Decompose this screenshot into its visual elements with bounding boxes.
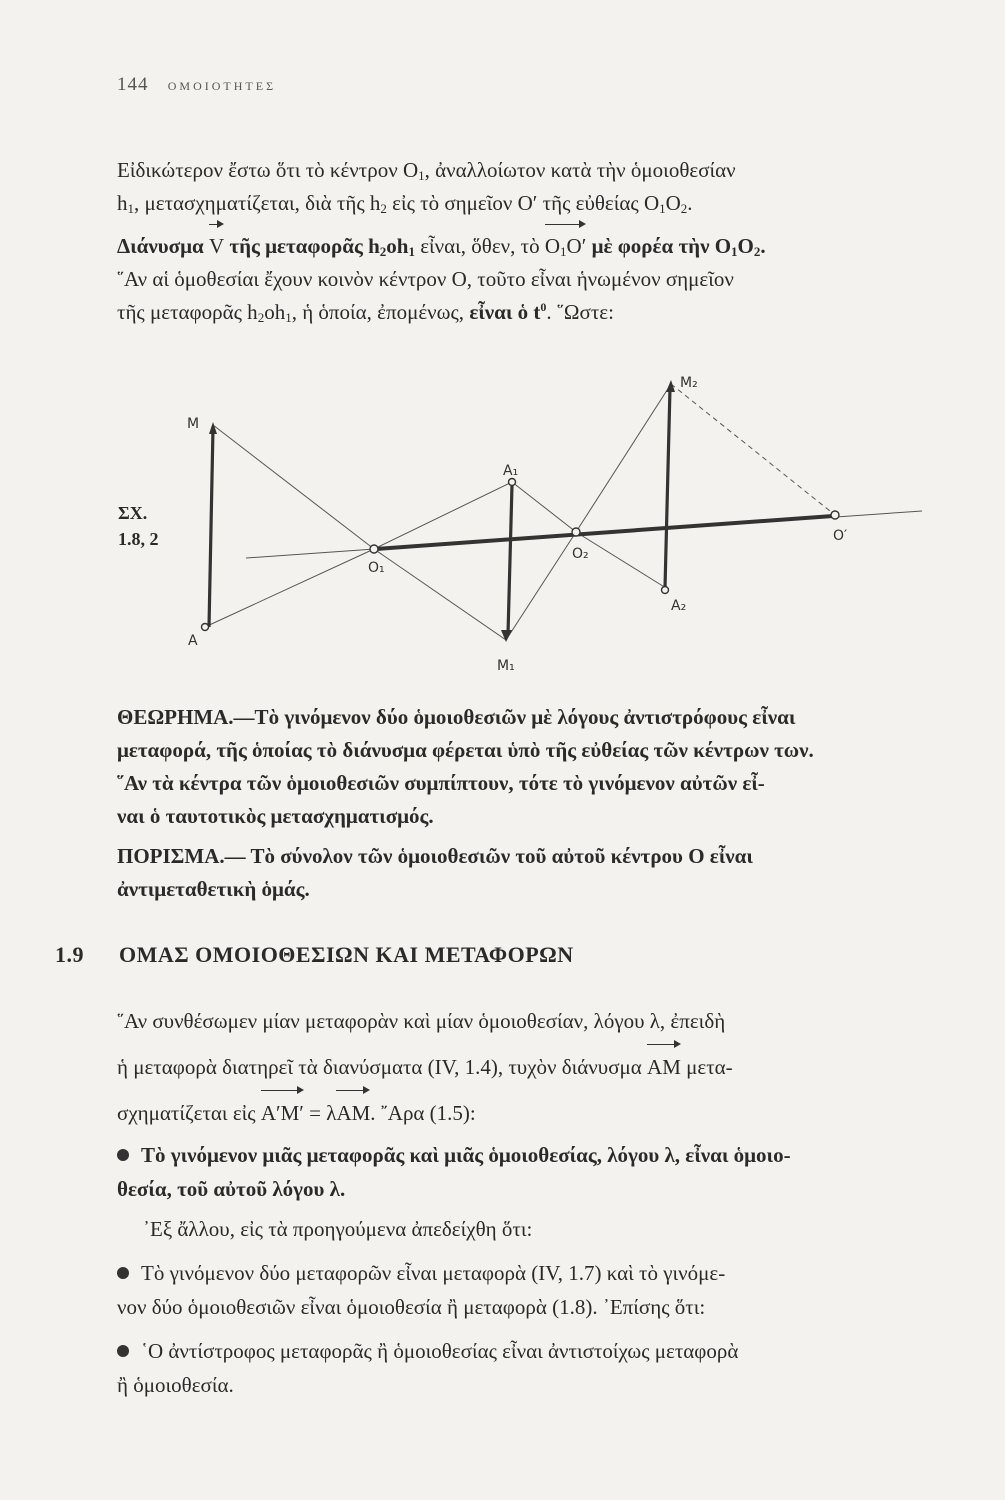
intro-line-4: ῞Αν αἱ ὁμοθεσίαι ἔχουν κοινὸν κέντρον O, τοῦτο εἶναι ἡνωμένον σημεῖον — [117, 267, 734, 291]
bullet-2: Τὸ γινόμενον δύο μεταφορῶν εἶναι μεταφορὰ (IV, 1.7) καὶ τὸ γινόμε- — [117, 1256, 930, 1290]
point-o1 — [370, 545, 378, 553]
segment-a2m2 — [665, 388, 670, 588]
bullet-1-cont: θεσία, τοῦ αὐτοῦ λόγου λ. — [117, 1177, 346, 1201]
body-line-p2: ᾿Εξ ἄλλου, εἰς τὰ προηγούμενα ἀπεδείχθη ὅτι: — [143, 1217, 533, 1241]
point-a2 — [662, 587, 669, 594]
translation-vector — [376, 516, 833, 549]
construction-o2-m2 — [576, 384, 671, 532]
construction-m1-o2 — [506, 532, 576, 640]
body-line-3: σχηματίζεται εἰς A′M′ = λAM. ῎Αρα (1.5): — [117, 1096, 930, 1130]
section-heading — [55, 942, 574, 968]
section-number: 1.9 — [55, 942, 84, 967]
bullet-3: ῾Ο ἀντίστροφος μεταφορᾶς ἢ ὁμοιοθεσίας εἶναι ἀντιστοίχως μεταφορὰ — [117, 1334, 930, 1368]
arrow-m — [209, 422, 217, 434]
label-oprime: O′ — [833, 528, 848, 544]
intro-line-2: $h_1$, μετασχηματίζεται, διὰ τῆς $h_2$ εἰς τὸ σημεῖον O′ τῆς εὐθείας $O_1O_2$. — [117, 191, 693, 216]
theorem-line-4: ναι ὁ ταυτοτικὸς μετασχηματισμός. — [117, 804, 434, 828]
section-title: ΟΜΑΣ ΟΜΟΙΟΘΕΣΙΩΝ ΚΑΙ ΜΕΤΑΦΟΡΩΝ — [119, 942, 574, 967]
vector-o1o: $O_1O'$ — [545, 230, 586, 263]
body-line-2: ἡ μεταφορὰ διατηρεῖ τὰ διανύσματα (IV, 1.4), τυχὸν διάνυσμα AM μετα- — [117, 1050, 930, 1084]
bullet-1: Τὸ γινόμενον μιᾶς μεταφορᾶς καὶ μιᾶς ὁμοιοθεσίας, λόγου λ, εἶναι ὁμοιο- — [117, 1138, 930, 1172]
construction-m2-oprime — [671, 384, 835, 515]
label-a2: A₂ — [671, 598, 687, 614]
point-a1 — [509, 479, 516, 486]
vector-v: V — [209, 230, 224, 263]
page-number: 144 — [117, 74, 149, 95]
segment-am — [209, 428, 213, 627]
label-o2: O₂ — [572, 546, 589, 562]
bullet-3-cont: ἢ ὁμοιοθεσία. — [117, 1373, 234, 1397]
running-title: ΟΜΟΙΟΤΗΤΕΣ — [167, 79, 277, 93]
theorem — [117, 701, 933, 833]
vector-am: AM — [647, 1050, 681, 1084]
theorem-line-3: ῞Αν τὰ κέντρα τῶν ὁμοιοθεσιῶν συμπίπτουν, τότε τὸ γινόμενον αὐτῶν εἶ- — [117, 771, 765, 795]
bullet-dot-1 — [117, 1149, 129, 1161]
label-m2: M₂ — [680, 375, 698, 391]
construction-o2-a2 — [576, 532, 666, 588]
theorem-line-2: μεταφορά, τῆς ὁποίας τὸ διάνυσμα φέρεται ὑπὸ τῆς εὐθείας τῶν κέντρων των. — [117, 738, 814, 762]
construction-o1-m1 — [374, 549, 506, 640]
theorem-line-1: ΘΕΩΡΗΜΑ.—Τὸ γινόμενον δύο ὁμοιοθεσιῶν μὲ λόγους ἀντιστρόφους εἶναι — [117, 705, 796, 729]
body-line-1: ῞Αν συνθέσωμεν μίαν μεταφορὰν καὶ μίαν ὁμοιοθεσίαν, λόγου λ, ἐπειδὴ — [117, 1009, 726, 1033]
figure-label: ΣΧ. 1.8, 2 — [118, 503, 159, 549]
corollary-line-1: ΠΟΡΙΣΜΑ.— Τὸ σύνολον τῶν ὁμοιοθεσιῶν τοῦ αὐτοῦ κέντρου O εἶναι — [117, 844, 753, 868]
intro-line-3: Διάνυσμα V τῆς μεταφορᾶς $h_2oh_1$ εἶναι, ὅθεν, τὸ $O_1O'$ μὲ φορέα τὴν $O_1O_2$. — [117, 230, 930, 263]
segment-a1m1 — [508, 485, 512, 634]
construction-m-o1 — [213, 425, 374, 549]
point-a — [202, 624, 209, 631]
arrow-m1 — [501, 630, 512, 642]
corollary — [117, 840, 933, 906]
label-o1: O₁ — [368, 560, 385, 576]
section-body — [117, 1004, 930, 1402]
point-o2 — [572, 528, 580, 536]
vector-a-prime-m-prime: A′M′ — [261, 1096, 304, 1130]
label-a1: A₁ — [503, 463, 519, 479]
bullet-dot-2 — [117, 1267, 129, 1279]
label-m1: M₁ — [497, 658, 515, 674]
label-a: A — [188, 633, 198, 649]
intro-line-5: τῆς μεταφορᾶς $h_2oh_1$, ἡ ὁποία, ἐπομένως, εἶναι ὁ $t^0$. ῞Ωστε: — [117, 300, 614, 325]
bullet-dot-3 — [117, 1345, 129, 1357]
corollary-line-2: ἀντιμεταθετικὴ ὁμάς. — [117, 877, 310, 901]
label-m: M — [187, 416, 200, 432]
construction-a-o1 — [205, 549, 374, 627]
point-oprime — [831, 511, 839, 519]
construction-a1-o2 — [512, 482, 576, 532]
bullet-2-cont: νον δύο ὁμοιοθεσιῶν εἶναι ὁμοιοθεσία ἢ μεταφορὰ (1.8). ᾿Επίσης ὅτι: — [117, 1295, 706, 1319]
vector-am-2: AM — [336, 1096, 370, 1130]
intro-line-1: Εἰδικώτερον ἔστω ὅτι τὸ κέντρον $O_1$, ἀναλλοίωτον κατὰ τὴν ὁμοιοθεσίαν — [117, 158, 736, 183]
